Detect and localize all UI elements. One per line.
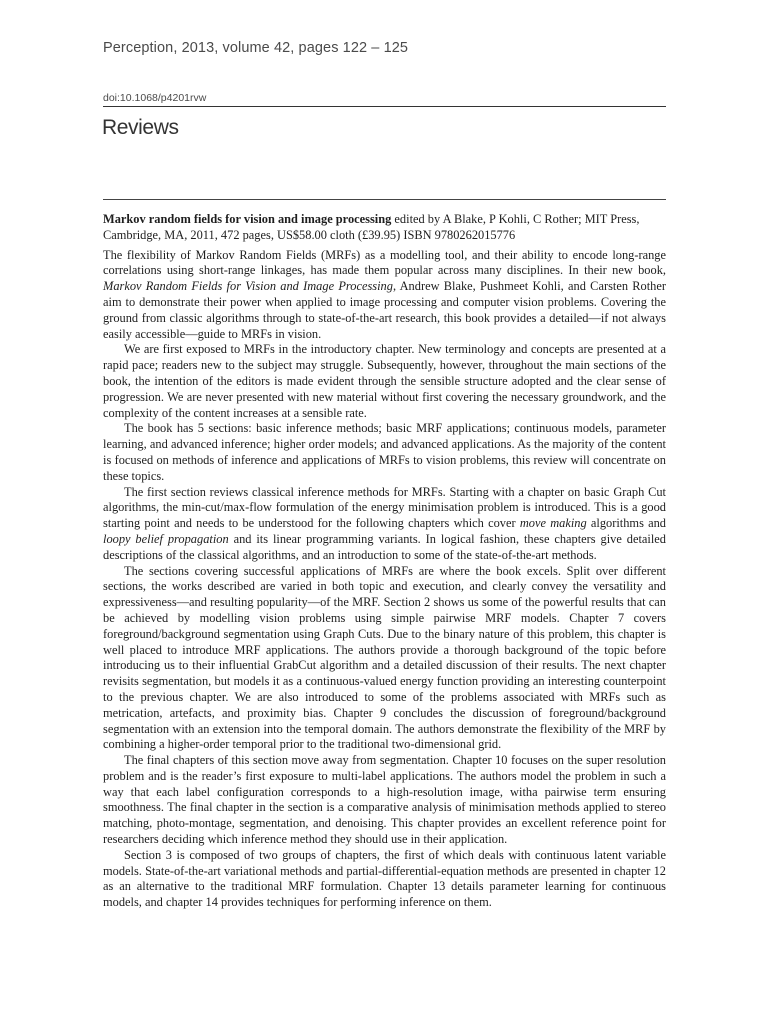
paragraph-4-text-b: algorithms and bbox=[586, 516, 666, 531]
book-title-italic: Markov Random Fields for Vision and Image Processing bbox=[103, 279, 393, 294]
book-title: Markov random fields for vision and image processing bbox=[103, 212, 392, 226]
paragraph-4 bbox=[103, 485, 666, 564]
paragraph-7: Section 3 is composed of two groups of chapters, the first of which deals with continuous latent variable models. State-of-the-art variational methods and partial-differential-equation methods are presented in chapter 12 as an alternative to the traditional MRF formulation. Chapter 13 details parameter learning for continuous models, and chapter 14 provides techniques for performing inference on them. bbox=[103, 847, 666, 910]
paragraph-5: The sections covering successful applications of MRFs are where the book excels. Split over different sections, the works described are varied in both topic and execution, and clearly convey the versatility and expressiveness—and resulting popularity—of the MRF. Section 2 shows us some of the powerful results that can be achieved by modelling vision problems using simple pairwise MRF models. Chapter 7 covers foreground/background segmentation using Graph Cuts. Due to the binary nature of this problem, this chapter is well placed to introduce MRF applications. The authors provide a thorough background of the topic before introducing us to their influential GrabCut algorithm and a detailed discussion of their results. The next chapter revisits segmentation, but models it as a continuous-valued energy function providing an interesting counterpoint to the previous chapter. We are also introduced to some of the problems associated with MRFs such as metrication, artefacts, and proximity bias. Chapter 9 concludes the discussion of foreground/background segmentation with an extension into the temporal domain. The authors demonstrate the flexibility of the MRF by combining a higher-order temporal prior to the traditional two-dimensional grid. bbox=[103, 563, 666, 752]
paragraph-4-text-c: and its linear programming variants. In logical fashion, these chapters give detailed descriptions of the classical algorithms, and an introduction to some of the state-of-the-art methods. bbox=[103, 531, 666, 562]
paragraph-4-text-a: The first section reviews classical inference methods for MRFs. Starting with a chapter on basic Graph Cut algorithms, the min-cut/max-flow formulation of the energy minimisation problem is introduced. This is a good starting point and needs to be understood for the following chapters which cover bbox=[103, 484, 666, 531]
review-article bbox=[103, 212, 666, 911]
term-move-making: move making bbox=[519, 516, 587, 531]
term-loopy-belief-propagation: loopy belief propagation bbox=[103, 531, 229, 546]
paragraph-1-text-a: The flexibility of Markov Random Fields (MRFs) as a modelling tool, and their ability to encode long-range correlations using short-range linkages, has made them popular across many disciplines. In their new book, bbox=[103, 247, 666, 278]
doi-label: doi:10.1068/p4201rvw bbox=[103, 92, 207, 104]
paragraph-1-text-b: , Andrew Blake, Pushmeet Kohli, and Carsten Rother aim to demonstrate their power when applied to image processing and computer vision problems. Covering the ground from classic algorithms through to state-of-the-art research, this book provides a detailed—if not always easily accessible—guide to MRFs in vision. bbox=[103, 279, 666, 341]
journal-citation: Perception, 2013, volume 42, pages 122 – 125 bbox=[103, 40, 409, 56]
book-citation bbox=[103, 212, 666, 244]
section-rule bbox=[103, 199, 666, 200]
section-title: Reviews bbox=[102, 116, 179, 139]
paragraph-2: We are first exposed to MRFs in the introductory chapter. New terminology and concepts are presented at a rapid pace; readers new to the subject may struggle. Subsequently, however, throughout the main sections of the book, the intention of the editors is made evident through the sensible structure adopted and the clear sense of progression. We are never presented with new material without first covering the necessary groundwork, and the complexity of the content increases at a sensible rate. bbox=[103, 342, 666, 420]
paragraph-1 bbox=[103, 248, 666, 343]
paragraph-6: The final chapters of this section move away from segmentation. Chapter 10 focuses on the super resolution problem and is the reader’s first exposure to multi-label applications. The authors model the problem in such a way that each label configuration corresponds to a high-resolution image, witha pairwise term ensuring smoothness. The final chapter in the section is a comparative analysis of minimisation methods applied to stereo matching, photo-montage, segmentation, and denoising. This chapter provides an excellent reference point for researchers deciding which inference method they should use in their application. bbox=[103, 753, 666, 847]
header-rule bbox=[103, 106, 666, 107]
paragraph-3: The book has 5 sections: basic inference methods; basic MRF applications; continuous models, parameter learning, and advanced inference; higher order models; and advanced applications. As the majority of the content is focused on methods of inference and applications of MRFs to vision problems, this review will concentrate on these topics. bbox=[103, 421, 666, 483]
citation-details: edited by A Blake, P Kohli, C Rother; MIT Press, Cambridge, MA, 2011, 472 pages, US$58.00 cloth (£39.95) ISBN 9780262015776 bbox=[103, 212, 640, 242]
